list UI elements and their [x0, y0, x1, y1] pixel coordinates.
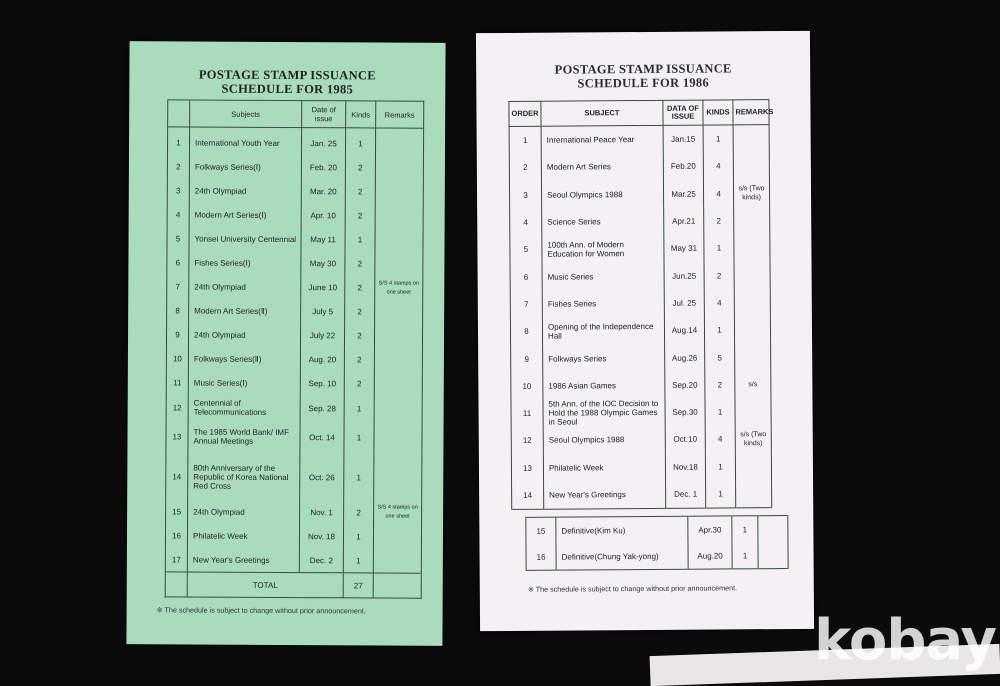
row-remarks	[375, 300, 423, 324]
row-remarks	[374, 372, 422, 396]
row-kinds: 4	[703, 180, 733, 208]
row-kinds: 2	[344, 500, 374, 524]
row-kinds: 2	[345, 300, 375, 324]
row-remarks	[735, 453, 771, 481]
row-date: Oct. 26	[300, 454, 344, 500]
row-number: 11	[166, 371, 188, 395]
row-kinds: 1	[345, 228, 375, 252]
row-kinds: 2	[344, 324, 374, 348]
table-row	[167, 203, 423, 228]
table-row	[511, 343, 771, 372]
table-row	[509, 180, 769, 209]
row-number: 7	[167, 275, 189, 299]
row-subject: Philatelic Week	[187, 524, 299, 549]
row-date: Nov.18	[665, 453, 705, 481]
row-date: Feb. 20	[301, 155, 345, 179]
row-subject: Science Series	[542, 208, 664, 236]
row-kinds: 2	[704, 262, 734, 290]
row-remarks	[374, 348, 422, 372]
row-remarks	[758, 542, 788, 569]
row-order: 11	[511, 400, 543, 428]
row-subject: Fishes Series	[542, 290, 664, 318]
row-remarks	[733, 125, 769, 153]
row-kinds: 1	[732, 516, 758, 543]
table-row	[511, 453, 771, 482]
row-date: Apr.30	[688, 516, 732, 543]
row-kinds: 1	[705, 398, 735, 426]
row-date: Jun.25	[664, 262, 704, 290]
table-row	[511, 371, 771, 400]
row-kinds: 1	[703, 125, 733, 153]
table-row	[167, 154, 423, 179]
row-subject: 5th Ann. of the IOC Decision to Hold the 1988 Olympic Games in Seoul	[543, 399, 665, 427]
table-row	[166, 323, 422, 348]
row-remarks	[734, 207, 770, 235]
row-subject: 100th Ann. of Modern Education for Women	[542, 235, 664, 263]
card-1986-title-line1: POSTAGE STAMP ISSUANCE	[554, 61, 732, 77]
row-number: 8	[167, 299, 189, 323]
row-kinds: 2	[704, 207, 734, 235]
row-number: 13	[166, 419, 188, 453]
row-date: Aug.14	[664, 317, 704, 345]
row-kinds: 2	[345, 204, 375, 228]
row-order: 2	[509, 154, 541, 182]
row-order: 9	[511, 345, 543, 373]
row-number: 4	[167, 203, 189, 227]
row-date: May 31	[664, 235, 704, 263]
row-order: 6	[510, 263, 542, 291]
table-row	[510, 262, 770, 291]
col-header-remarks: Remarks	[376, 101, 424, 128]
row-kinds: 1	[705, 453, 735, 481]
row-kinds: 1	[343, 525, 373, 549]
row-date: Jul. 25	[664, 289, 704, 317]
row-order: 5	[510, 236, 542, 264]
row-subject: Definitive(Kim Ku)	[556, 516, 688, 543]
row-number: 15	[166, 499, 188, 523]
row-kinds: 4	[704, 289, 734, 317]
row-date: Dec. 1	[666, 480, 706, 508]
table-row	[526, 516, 788, 544]
row-date: Oct.10	[665, 426, 705, 454]
schedule-card-1985	[126, 41, 445, 646]
row-remarks	[375, 252, 423, 276]
card-1986-title	[476, 61, 810, 91]
row-remarks	[734, 316, 770, 344]
col-header-kinds: KINDS	[703, 100, 733, 125]
col-header-remarks: REMARKS	[733, 100, 769, 125]
row-remarks	[736, 480, 772, 508]
row-kinds: 2	[345, 276, 375, 300]
card-1986-title-line2: SCHEDULE FOR 1986	[577, 75, 710, 91]
definitive-stamps-table	[525, 515, 788, 571]
table-row	[167, 299, 423, 324]
row-subject: Modern Art Series(Ⅱ)	[189, 299, 301, 324]
row-subject: New Year's Greetings	[544, 481, 666, 510]
footnote-1986: ※ The schedule is subject to change without prior announcement.	[527, 583, 738, 594]
row-date: Oct. 14	[300, 420, 344, 454]
row-kinds: 1	[704, 235, 734, 263]
table-row	[166, 371, 422, 396]
row-subject: 1986 Asian Games	[543, 372, 665, 400]
row-date: July 5	[301, 300, 345, 324]
row-date: Sep. 10	[300, 372, 344, 396]
col-header-kinds: Kinds	[346, 101, 376, 128]
table-row	[166, 347, 422, 372]
total-label: TOTAL	[187, 572, 343, 598]
row-order: 10	[511, 372, 543, 400]
row-date: Mar. 20	[301, 179, 345, 203]
row-kinds: 1	[344, 454, 374, 500]
row-subject: International Youth Year	[189, 127, 301, 155]
row-number: 1	[167, 127, 189, 155]
row-number: 5	[167, 227, 189, 251]
row-date: Dec. 2	[299, 548, 343, 573]
row-remarks	[734, 234, 770, 262]
table-row	[509, 152, 769, 181]
row-subject: The 1985 World Bank/ IMF Annual Meetings	[188, 420, 300, 455]
table-row	[511, 425, 771, 454]
row-subject: Folkways Series	[543, 344, 665, 372]
row-date: Aug. 20	[300, 348, 344, 372]
row-remarks	[373, 525, 421, 549]
row-order: 4	[510, 209, 542, 237]
card-1985-title-line1: POSTAGE STAMP ISSUANCE	[198, 67, 376, 83]
row-remarks: s/s (Two kinds)	[733, 180, 769, 208]
row-remarks	[734, 289, 770, 317]
row-remarks	[375, 128, 423, 156]
table-row	[509, 125, 769, 155]
row-subject: 24th Olympiad	[188, 323, 300, 348]
row-remarks: S/S 4 stamps on one sheet	[374, 501, 422, 525]
table-row	[167, 275, 423, 300]
row-number: 2	[167, 154, 189, 178]
row-remarks	[375, 156, 423, 180]
row-kinds: 2	[344, 372, 374, 396]
row-order: 13	[511, 454, 543, 482]
row-subject: Modern Art Series	[541, 153, 663, 181]
row-number: 12	[166, 395, 188, 419]
row-date: Feb.20	[663, 153, 703, 181]
row-subject: Folkways Series(Ⅰ)	[189, 155, 301, 180]
row-subject: Seoul Olympics 1988	[543, 426, 665, 454]
row-subject: Folkways Series(Ⅱ)	[188, 347, 300, 372]
row-date: May 11	[301, 227, 345, 251]
row-date: Sep. 28	[300, 396, 344, 420]
row-remarks	[733, 152, 769, 180]
row-date: Sep.30	[665, 399, 705, 427]
row-subject: Yonsei University Centennial	[189, 227, 301, 252]
row-kinds: 4	[705, 426, 735, 454]
row-kinds: 2	[345, 155, 375, 179]
row-subject: Fishes Series(Ⅰ)	[189, 251, 301, 276]
col-header-date: Date of issue	[302, 101, 346, 128]
col-header-order: ORDER	[509, 101, 541, 126]
row-remarks	[374, 455, 422, 501]
row-subject: Music Series(Ⅰ)	[188, 371, 300, 396]
row-order: 12	[511, 427, 543, 455]
row-date: Aug.20	[688, 542, 732, 569]
row-date: Sep.20	[665, 371, 705, 399]
table-row	[510, 234, 770, 263]
row-date: Apr. 10	[301, 203, 345, 227]
row-kinds: 2	[345, 252, 375, 276]
row-kinds: 1	[344, 420, 374, 454]
row-remarks	[374, 396, 422, 420]
row-remarks	[735, 398, 771, 426]
kobay-watermark: kobay	[814, 608, 996, 673]
table-row	[166, 419, 422, 454]
row-remarks	[374, 324, 422, 348]
row-subject: 24th Olympiad	[189, 179, 301, 204]
table-row	[166, 453, 422, 500]
card-1985-title-line2: SCHEDULE FOR 1985	[221, 81, 354, 97]
row-remarks	[758, 516, 788, 543]
row-kinds: 1	[343, 549, 373, 574]
row-date: Apr.21	[664, 207, 704, 235]
row-date: Aug.26	[665, 344, 705, 372]
row-subject: Philatelic Week	[543, 453, 665, 481]
table-row	[167, 179, 423, 204]
schedule-table-1985	[165, 99, 425, 599]
row-kinds: 1	[344, 396, 374, 420]
row-subject: Modern Art Series(Ⅰ)	[189, 203, 301, 228]
row-date: Jan.15	[663, 125, 703, 153]
row-kinds: 1	[732, 542, 758, 569]
row-date: Nov. 18	[299, 524, 343, 548]
row-order: 7	[510, 290, 542, 318]
col-header-subjects: Subjects	[190, 100, 302, 128]
row-number: 14	[166, 453, 188, 499]
table-row	[167, 127, 423, 156]
row-kinds: 5	[705, 344, 735, 372]
row-number: 6	[167, 251, 189, 275]
row-order: 14	[512, 482, 544, 510]
table-row	[510, 289, 770, 318]
schedule-table-1986	[508, 99, 772, 510]
row-subject: 24th Olympiad	[188, 500, 300, 525]
row-kinds: 2	[345, 179, 375, 203]
row-number: 9	[166, 323, 188, 347]
row-remarks: s/s (Two kinds)	[735, 425, 771, 453]
row-date: Mar.25	[663, 180, 703, 208]
row-kinds: 1	[706, 480, 736, 508]
table-row	[511, 398, 771, 427]
col-header-no	[168, 100, 190, 127]
table-row	[167, 251, 423, 276]
row-kinds: 2	[344, 348, 374, 372]
row-remarks	[375, 204, 423, 228]
row-remarks: S/S 4 stamps on one sheet	[375, 276, 423, 300]
row-date: June 10	[301, 276, 345, 300]
total-value: 27	[343, 573, 373, 598]
row-remarks	[374, 421, 422, 455]
row-subject: Definitive(Chung Yak-yong)	[556, 543, 688, 570]
row-order: 16	[526, 544, 556, 571]
row-order: 15	[526, 517, 556, 544]
row-kinds: 2	[705, 371, 735, 399]
row-subject: Centennial of Telecommunications	[188, 396, 300, 421]
table-row	[510, 316, 770, 345]
row-kinds: 4	[703, 153, 733, 181]
row-remarks	[375, 228, 423, 252]
row-subject: Inrernational Peace Year	[541, 125, 663, 154]
schedule-card-1986	[476, 31, 814, 631]
row-remarks	[735, 343, 771, 371]
row-subject: 24th Olympiad	[189, 275, 301, 300]
row-number: 17	[165, 548, 187, 573]
row-kinds: 1	[345, 128, 375, 156]
row-kinds: 1	[704, 316, 734, 344]
footnote-1985: ※ The schedule is subject to change without prior announcement.	[156, 605, 366, 616]
table-row	[166, 499, 422, 524]
row-subject: Seoul Olympics 1988	[541, 180, 663, 208]
row-number: 16	[165, 524, 187, 548]
row-date: Nov. 1	[300, 500, 344, 524]
row-date: Jan. 25	[301, 128, 345, 156]
table-row	[510, 207, 770, 236]
table-row	[526, 542, 788, 570]
row-date: July 22	[300, 324, 344, 348]
row-subject: New Year's Greetings	[187, 548, 299, 573]
row-order: 8	[510, 318, 542, 346]
row-subject: Music Series	[542, 262, 664, 290]
row-date: May 30	[301, 252, 345, 276]
row-remarks	[734, 262, 770, 290]
row-number: 10	[166, 347, 188, 371]
row-subject: 80th Anniversary of the Republic of Korea National Red Cross	[188, 454, 300, 501]
table-row	[167, 227, 423, 252]
row-remarks	[375, 180, 423, 204]
col-header-subject: SUBJECT	[541, 100, 663, 126]
row-remarks: s/s	[735, 371, 771, 399]
table-row	[165, 524, 421, 549]
row-order: 1	[509, 126, 541, 154]
col-header-date-of-issue: DATA OF ISSUE	[663, 100, 703, 125]
table-row	[166, 395, 422, 420]
row-order: 3	[509, 181, 541, 209]
card-1985-title	[129, 67, 445, 97]
table-row	[512, 480, 772, 510]
row-subject: Opening of the Independence Hall	[542, 317, 664, 345]
table-row	[165, 548, 421, 574]
row-remarks	[373, 549, 421, 574]
row-number: 3	[167, 179, 189, 203]
